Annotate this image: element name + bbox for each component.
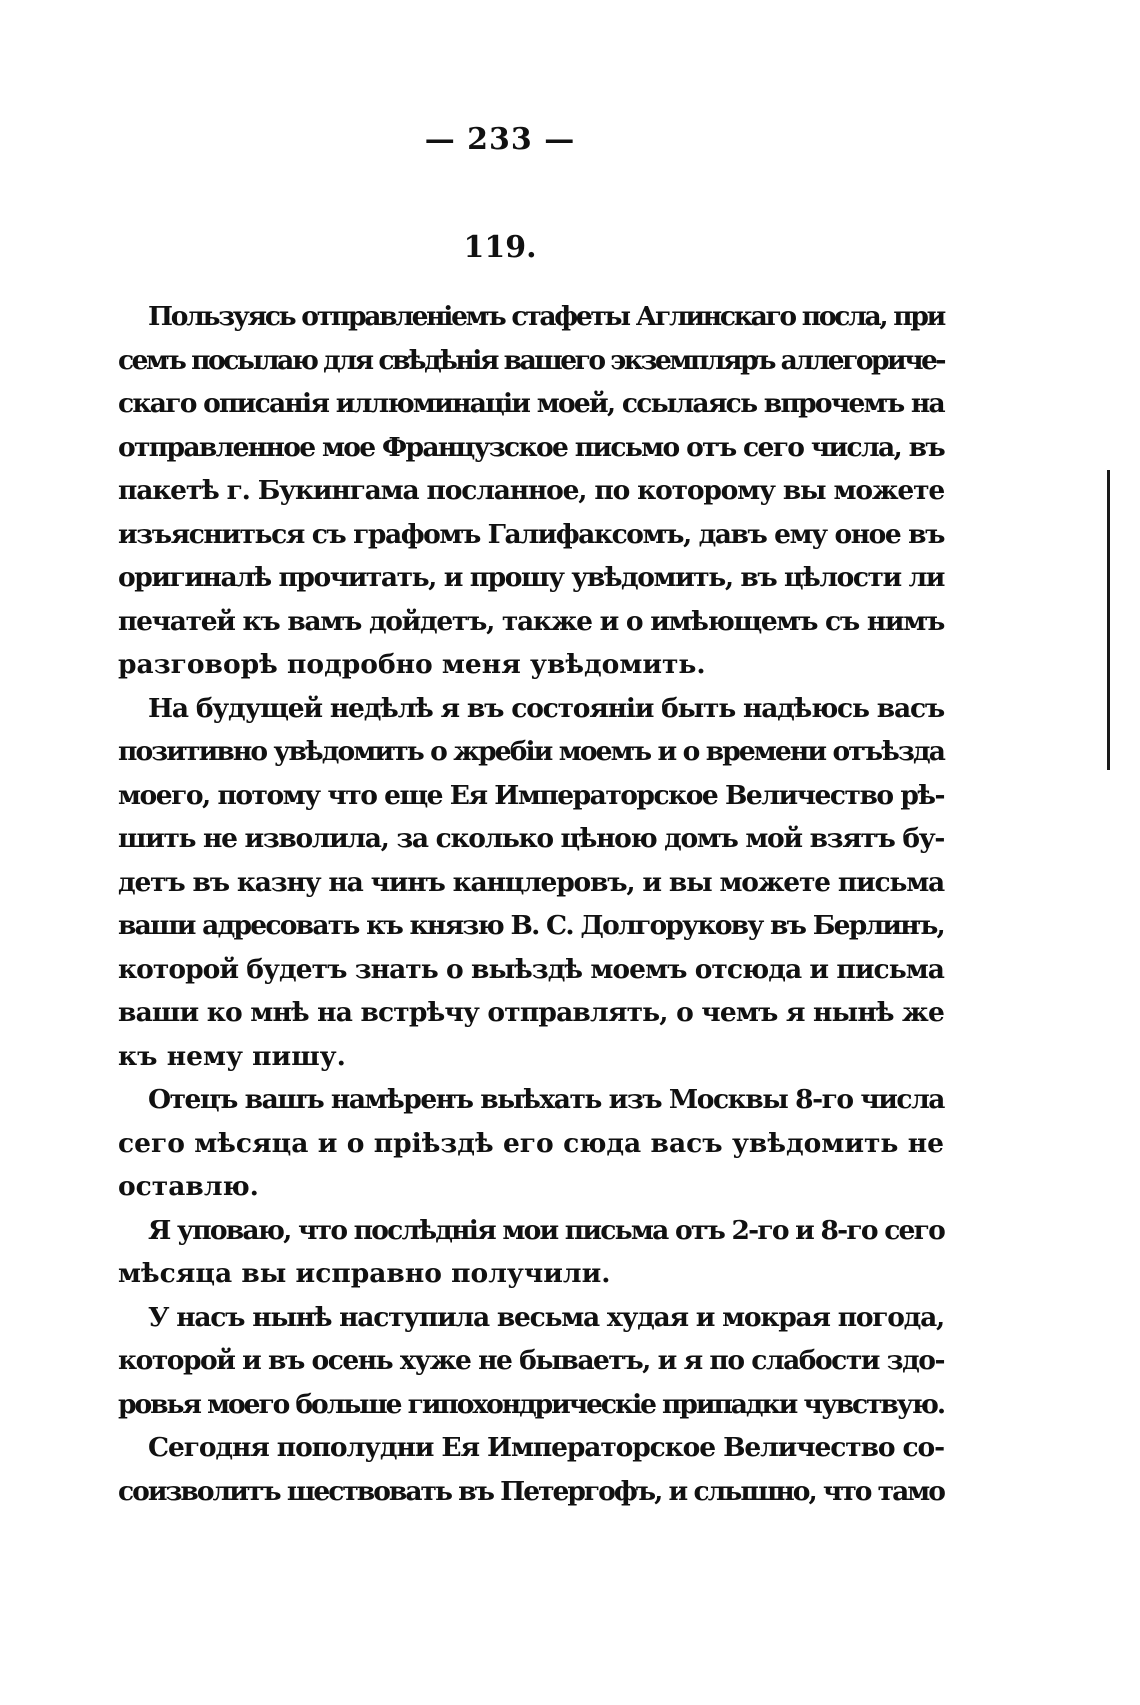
text-line: которой и въ осень хуже не бываетъ, и я по слабости здо- [118, 1345, 944, 1376]
text-line: мѣсяца вы исправно получили. [118, 1258, 611, 1289]
text-line: ровья моего больше гипохондрическіе припадки чувствую. [118, 1388, 944, 1420]
text-line: оригиналѣ прочитать, и прошу увѣдомить, въ цѣлости ли [118, 562, 944, 593]
text-line: детъ въ казну на чинъ канцлеровъ, и вы можете письма [118, 866, 944, 898]
text-line: моего, потому что еще Ея Императорское Величество рѣ- [118, 779, 944, 811]
text-line: Отецъ вашъ намѣренъ выѣхать изъ Москвы 8-го числа [148, 1084, 944, 1115]
paragraph-3 [88, 1078, 944, 1209]
text-line: къ нему пишу. [118, 1040, 346, 1072]
letter-body [88, 295, 945, 1513]
text-line: На будущей недѣлѣ я въ состояніи быть надѣюсь васъ [148, 692, 944, 724]
text-line: разговорѣ подробно меня увѣдомить. [118, 649, 706, 680]
margin-rule [1107, 470, 1110, 770]
text-line: отправленное мое Французское письмо отъ сего числа, въ [118, 431, 944, 463]
text-line: сего мѣсяца и о пріѣздѣ его сюда васъ увѣдомить не [118, 1127, 944, 1159]
paragraph-5 [88, 1296, 944, 1427]
text-line: Пользуясь отправленіемъ стафеты Аглинскаго посла, при [148, 301, 944, 332]
paragraph-4 [88, 1209, 944, 1296]
text-line: Сегодня пополудни Ея Императорское Величество со- [148, 1432, 944, 1463]
text-line: ваши адресовать къ князю В. С. Долгорукову въ Берлинъ, [118, 910, 944, 941]
text-line: печатей къ вамъ дойдетъ, также и о имѣющемъ съ нимъ [118, 605, 944, 637]
text-line: шить не изволила, за сколько цѣною домъ мой взятъ бу- [118, 823, 944, 854]
paragraph-6 [88, 1426, 944, 1513]
text-line: У насъ нынѣ наступила весьма худая и мокрая погода, [148, 1301, 944, 1333]
page-number: — 233 — [424, 122, 576, 157]
text-line: изъясниться съ графомъ Галифаксомъ, давъ ему оное въ [118, 518, 944, 550]
text-line: семъ посылаю для свѣдѣнія вашего экземпляръ аллегориче- [118, 344, 945, 376]
text-line: позитивно увѣдомить о жребіи моемъ и о времени отъѣзда [118, 736, 944, 767]
text-line: которой будетъ знать о выѣздѣ моемъ отсюда и письма [118, 953, 944, 985]
document-number: 119. [463, 230, 537, 265]
text-line: скаго описанія иллюминаціи моей, ссылаясь впрочемъ на [118, 388, 944, 419]
text-line: пакетѣ г. Букингама посланное, по которому вы можете [118, 475, 944, 506]
paragraph-2 [88, 687, 944, 1079]
text-line: оставлю. [118, 1171, 259, 1202]
paragraph-1 [88, 295, 945, 687]
text-line: Я уповаю, что послѣднія мои письма отъ 2-го и 8-го сего [148, 1214, 944, 1246]
text-line: ваши ко мнѣ на встрѣчу отправлять, о чемъ я нынѣ же [118, 997, 944, 1028]
text-line: соизволитъ шествовать въ Петергофъ, и слышно, что тамо [118, 1475, 944, 1507]
